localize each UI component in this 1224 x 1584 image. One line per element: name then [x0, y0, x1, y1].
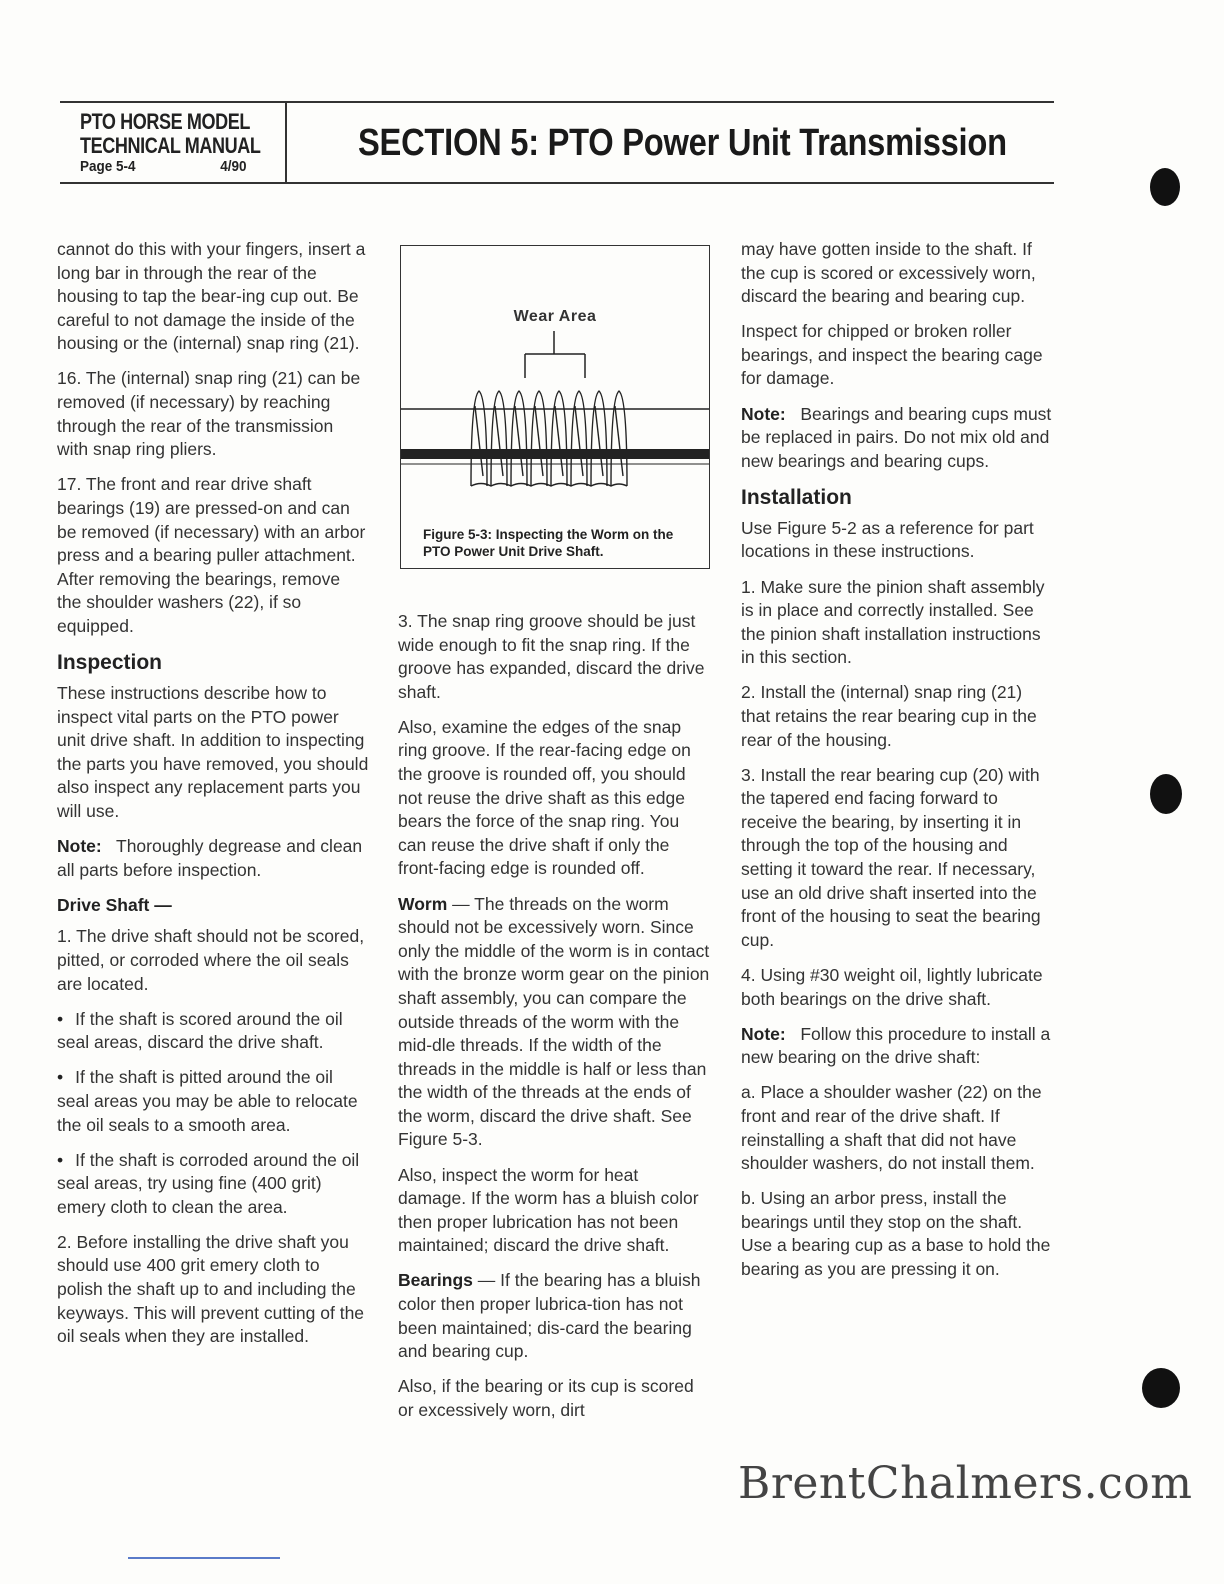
bearings-text: — If the bearing has a bluish color then proper lubrica-tion has not been maintained; dis-card the bearing and bearing cup. [398, 1270, 701, 1362]
step-2: 2. Install the (internal) snap ring (21) that retains the rear bearing cup in the rear of the housing. [741, 682, 1037, 750]
manual-title-block [80, 110, 270, 175]
paragraph: Also, if the bearing or its cup is scored or excessively worn, dirt [398, 1376, 694, 1420]
bearings-paragraph [398, 1269, 710, 1363]
step-1: 1. Make sure the pinion shaft assembly is in place and correctly installed. See the pinion shaft installation instructions in this section. [741, 576, 1045, 668]
note [741, 1023, 1053, 1070]
binder-hole [1142, 1368, 1180, 1408]
note-text: Thoroughly degrease and clean all parts before inspection. [57, 836, 363, 880]
section-title: SECTION 5: PTO Power Unit Transmission [358, 122, 1007, 164]
page-number: Page 5-4 [80, 158, 136, 175]
note [741, 403, 1053, 474]
footer-link-underline [128, 1557, 280, 1559]
note-text: Follow this procedure to install a new bearing on the drive shaft: [741, 1023, 1051, 1068]
header-top-rule [60, 101, 1054, 103]
paragraph: These instructions describe how to inspect vital parts on the PTO power unit drive shaft. In addition to inspecting the parts you have removed, you should also inspect any replacement parts you will use. [57, 683, 369, 821]
page-info [80, 158, 247, 175]
worm-paragraph [398, 893, 710, 1153]
bearings-label: Bearings [398, 1270, 473, 1291]
paragraph: Also, inspect the worm for heat damage. If the worm has a bluish color then proper lubrication has not been maintained; discard the drive shaft. [398, 1164, 699, 1256]
note-label: Note: [57, 836, 102, 857]
step-3: 3. Install the rear bearing cup (20) with the tapered end facing forward to receive the bearing, by inserting it in through the top of the housing and setting it toward the rear. If necessary, use an old drive shaft inserted into the front of the housing to seat the bearing cup. [741, 764, 1041, 950]
step-17: 17. The front and rear drive shaft bearings (19) are pressed-on and can be removed (if necessary) with an arbor press and a bearing puller attachment. After removing the bearings, remove the shoulder washers (22), if so equipped. [57, 474, 366, 636]
heading-installation: Installation [741, 485, 852, 509]
step-2: 2. Before installing the drive shaft you should use 400 grit emery cloth to polish the shaft up to and including the keyways. This will prevent cutting of the oil seals when they are installed. [57, 1231, 365, 1347]
step-3: 3. The snap ring groove should be just wide enough to fit the snap ring. If the groove has expanded, discard the drive shaft. [398, 611, 705, 702]
step-a: a. Place a shoulder washer (22) on the front and rear of the drive shaft. If reinstalling a shaft that did not have shoulder washers, do not install them. [741, 1082, 1042, 1174]
worm-text: — The threads on the worm should not be excessively worn. Since only the middle of the worm is in contact with the bronze worm gear on the pinion shaft assembly, you can compare the outside threads of the worm with the mid-dle threads. If the width of the threads in the middle is half or less than the width of the threads at the ends of the worm, discard the drive shaft. See Figure 5-3. [398, 893, 710, 1150]
figure-caption: Figure 5-3: Inspecting the Worm on the PTO Power Unit Drive Shaft. [423, 527, 674, 559]
figure-5-3 [400, 245, 710, 569]
paragraph: Inspect for chipped or broken roller bearings, and inspect the bearing cage for damage. [741, 321, 1043, 389]
note-label: Note: [741, 1023, 786, 1044]
column-2 [398, 610, 710, 1434]
step-b: b. Using an arbor press, install the bearings until they stop on the shaft. Use a bearing cup as a base to hold the bearing as you are pressing it on. [741, 1188, 1051, 1279]
worm-shaft-illustration [401, 246, 709, 568]
step-16: 16. The (internal) snap ring (21) can be removed (if necessary) by reaching through the rear of the transmission with snap ring pliers. [57, 368, 361, 460]
binder-hole [1150, 168, 1180, 206]
note-text: Bearings and bearing cups must be replaced in pairs. Do not mix old and new bearings and bearing cups. [741, 403, 1052, 471]
watermark: BrentChalmers.com [738, 1458, 1193, 1509]
header-bottom-rule [60, 182, 1054, 184]
note-label: Note: [741, 403, 786, 424]
column-3 [741, 238, 1053, 1293]
heading-inspection: Inspection [57, 651, 163, 674]
wear-area-label: Wear Area [513, 308, 597, 325]
paragraph: may have gotten inside to the shaft. If the cup is scored or excessively worn, discard the bearing and bearing cup. [741, 239, 1036, 307]
worm-label: Worm [398, 893, 448, 914]
step-1: 1. The drive shaft should not be scored, pitted, or corroded where the oil seals are located. [57, 926, 365, 994]
note [57, 835, 369, 882]
manual-title-line2: TECHNICAL MANUAL [80, 133, 261, 158]
paragraph: Use Figure 5-2 as a reference for part locations in these instructions. [741, 517, 1034, 562]
paragraph: Also, examine the edges of the snap ring groove. If the rear-facing edge on the groove is rounded off, you should not reuse the drive shaft as this edge bears the force of the snap ring. You can reuse the drive shaft if only the front-facing edge is rounded off. [398, 716, 691, 879]
bullet-item: • If the shaft is corroded around the oil seal areas, try using fine (400 grit) emery cloth to clean the area. [57, 1149, 369, 1220]
binder-hole [1150, 774, 1182, 814]
revision-date: 4/90 [220, 158, 247, 175]
heading-drive-shaft: Drive Shaft — [57, 894, 172, 915]
manual-title-line1: PTO HORSE MODEL [80, 109, 250, 134]
header-divider [285, 101, 287, 184]
step-4: 4. Using #30 weight oil, lightly lubricate both bearings on the drive shaft. [741, 964, 1043, 1009]
column-1 [57, 238, 369, 1360]
paragraph: cannot do this with your fingers, insert a long bar in through the rear of the housing to tap the bear-ing cup out. Be careful to not damage the inside of the housing or the (internal) snap ring (21). [57, 239, 366, 354]
bullet-item: • If the shaft is scored around the oil seal areas, discard the drive shaft. [57, 1008, 369, 1055]
bullet-item: • If the shaft is pitted around the oil seal areas you may be able to relocate the oil seals to a smooth area. [57, 1066, 369, 1137]
